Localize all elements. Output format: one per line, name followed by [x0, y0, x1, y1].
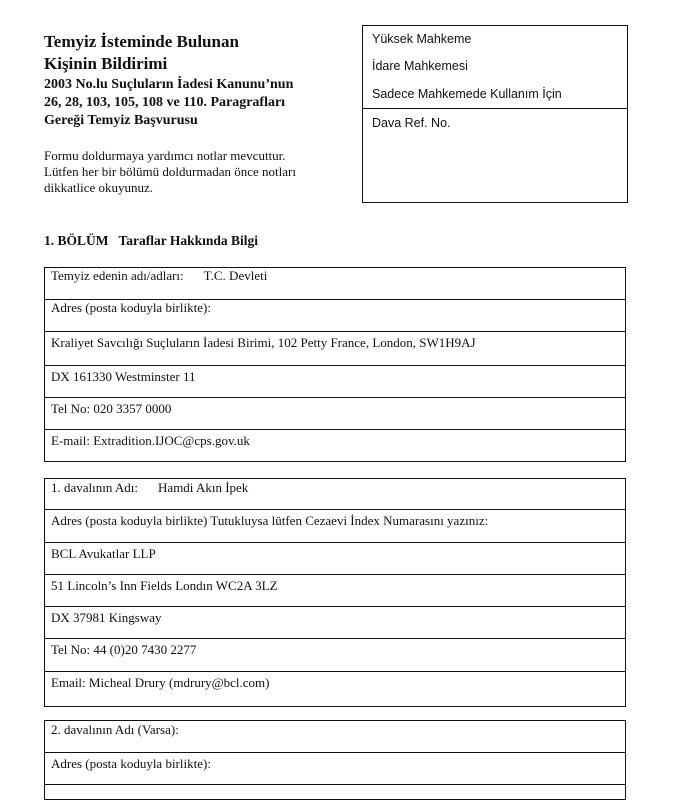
respondent-2-name-row[interactable] — [45, 721, 625, 753]
notes-line-2: Lütfen her bir bölümü doldurmadan önce notları — [44, 164, 296, 179]
appellant-name-label: Temyiz edenin adı/adları: — [51, 268, 184, 283]
respondent-2-address-label: Adres (posta koduyla birlikte): — [51, 756, 211, 771]
respondent-1-email-row[interactable] — [45, 672, 625, 706]
appellant-name-row[interactable] — [45, 268, 625, 300]
respondent-2-address-row[interactable] — [45, 785, 625, 801]
form-title-line-1: Temyiz İsteminde Bulunan — [44, 32, 239, 51]
court-administrative-court: İdare Mahkemesi — [372, 59, 468, 73]
respondent-2-table — [44, 720, 626, 800]
respondent-1-firm-row[interactable] — [45, 543, 625, 575]
notes-line-3: dikkatlice okuyunuz. — [44, 180, 154, 195]
respondent-1-name-value: Hamdi Akın İpek — [158, 480, 249, 495]
respondent-1-email-value: Email: Micheal Drury (mdrury@bcl.com) — [51, 675, 270, 690]
appellant-address-label: Adres (posta koduyla birlikte): — [51, 300, 211, 315]
appellant-name-value: T.C. Devleti — [203, 268, 268, 283]
respondent-1-table — [44, 478, 626, 707]
court-high-court: Yüksek Mahkeme — [372, 32, 472, 46]
respondent-1-street-value: 51 Lincoln’s Inn Fields Londın WC2A 3LZ — [51, 578, 278, 593]
respondent-1-tel-row[interactable] — [45, 639, 625, 672]
form-title — [44, 31, 344, 75]
respondent-1-name-label: 1. davalının Adı: — [51, 480, 139, 495]
appellant-tel-row[interactable] — [45, 398, 625, 430]
appellant-dx-value: DX 161330 Westminster 11 — [51, 369, 196, 384]
respondent-1-dx-value: DX 37981 Kingsway — [51, 610, 162, 625]
appellant-email-row[interactable] — [45, 430, 625, 461]
appellant-tel-value: Tel No: 020 3357 0000 — [51, 401, 172, 416]
form-notes — [44, 148, 344, 196]
appellant-address-row[interactable] — [45, 332, 625, 366]
respondent-1-tel-value: Tel No: 44 (0)20 7430 2277 — [51, 642, 197, 657]
section-number: 1. BÖLÜM — [44, 233, 109, 248]
respondent-2-name-label: 2. davalının Adı (Varsa): — [51, 722, 179, 737]
section-title: Taraflar Hakkında Bilgi — [118, 233, 259, 248]
appellant-address-label-row[interactable] — [45, 300, 625, 332]
appellant-dx-row[interactable] — [45, 366, 625, 398]
form-subtitle-line-2: 26, 28, 103, 105, 108 ve 110. Paragrafları — [44, 95, 286, 110]
court-use-box — [362, 25, 628, 203]
section-1-heading — [44, 233, 258, 249]
respondent-1-firm-value: BCL Avukatlar LLP — [51, 546, 156, 561]
respondent-2-address-label-row[interactable] — [45, 753, 625, 785]
form-subtitle — [44, 76, 344, 130]
court-use-only-label: Sadece Mahkemede Kullanım İçin — [372, 87, 562, 101]
case-ref-field[interactable]: Dava Ref. No. — [372, 116, 451, 130]
respondent-1-street-row[interactable] — [45, 575, 625, 607]
respondent-1-address-label: Adres (posta koduyla birlikte) Tutukluysa lütfen Cezaevi İndex Numarasını yazınız: — [51, 513, 489, 528]
form-title-line-2: Kişinin Bildirimi — [44, 54, 168, 73]
appellant-email-value: E-mail: Extradition.IJOC@cps.gov.uk — [51, 433, 250, 448]
form-subtitle-line-1: 2003 No.lu Suçluların İadesi Kanunu’nun — [44, 77, 294, 92]
form-subtitle-line-3: Gereği Temyiz Başvurusu — [44, 113, 198, 128]
respondent-1-name-row[interactable] — [45, 479, 625, 510]
appellant-table — [44, 267, 626, 462]
notes-line-1: Formu doldurmaya yardımcı notlar mevcuttur. — [44, 148, 286, 163]
respondent-1-address-label-row[interactable] — [45, 510, 625, 543]
respondent-1-dx-row[interactable] — [45, 607, 625, 639]
appellant-address-value: Kraliyet Savcılığı Suçluların İadesi Birimi, 102 Petty France, London, SW1H9AJ — [51, 335, 476, 350]
